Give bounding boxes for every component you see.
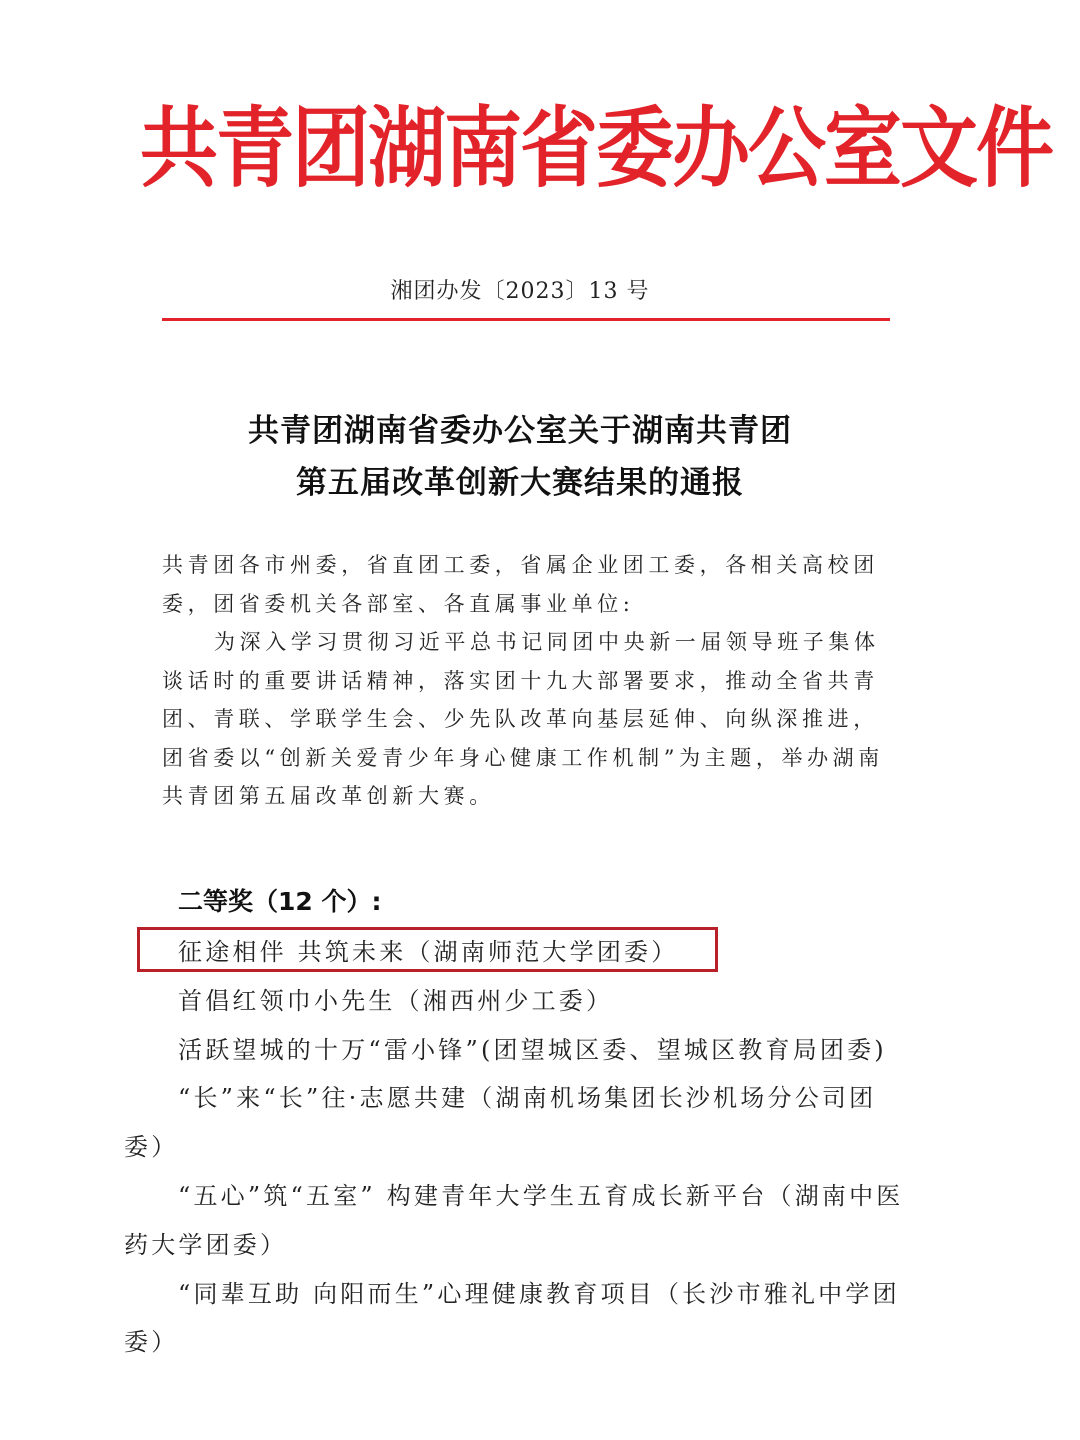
title-line-1: 共青团湖南省委办公室关于湖南共青团	[248, 413, 792, 449]
award-heading: 二等奖（12 个）:	[178, 887, 382, 916]
document-number: 湘团办发〔2023〕13 号	[390, 279, 650, 304]
award-item: 征途相伴 共筑未来（湖南师范大学团委）	[178, 938, 679, 966]
award-item: “长”来“长”往·志愿共建（湖南机场集团长沙机场分公司团委）	[124, 1084, 877, 1162]
award-item: 首倡红领巾小先生（湘西州少工委）	[178, 986, 614, 1015]
award-item: 活跃望城的十万“雷小锋”(团望城区委、望城区教育局团委)	[178, 1035, 887, 1064]
award-list	[124, 928, 904, 1367]
red-divider-line	[162, 318, 890, 321]
award-item: “同辈互助 向阳而生”心理健康教育项目（长沙市雅礼中学团委）	[124, 1279, 900, 1357]
document-body	[162, 546, 892, 816]
award-item: “五心”筑“五室” 构建青年大学生五育成长新平台（湖南中医药大学团委）	[124, 1181, 904, 1259]
intro-paragraph: 为深入学习贯彻习近平总书记同团中央新一届领导班子集体谈话时的重要讲话精神，落实团十九大部署要求，推动全省共青团、青联、学联学生会、少先队改革向基层延伸、向纵深推进，团省委以“创新关爱青少年身心健康工作机制”为主题，举办湖南共青团第五届改革创新大赛。	[162, 630, 884, 808]
document-title	[0, 405, 1040, 509]
title-line-2: 第五届改革创新大赛结果的通报	[296, 465, 744, 501]
highlight-annotation-box	[137, 927, 718, 972]
recipients-paragraph: 共青团各市州委，省直团工委，省属企业团工委，各相关高校团委，团省委机关各部室、各直属事业单位:	[162, 553, 879, 616]
document-masthead: 共青团湖南省委办公室文件	[140, 99, 1053, 200]
